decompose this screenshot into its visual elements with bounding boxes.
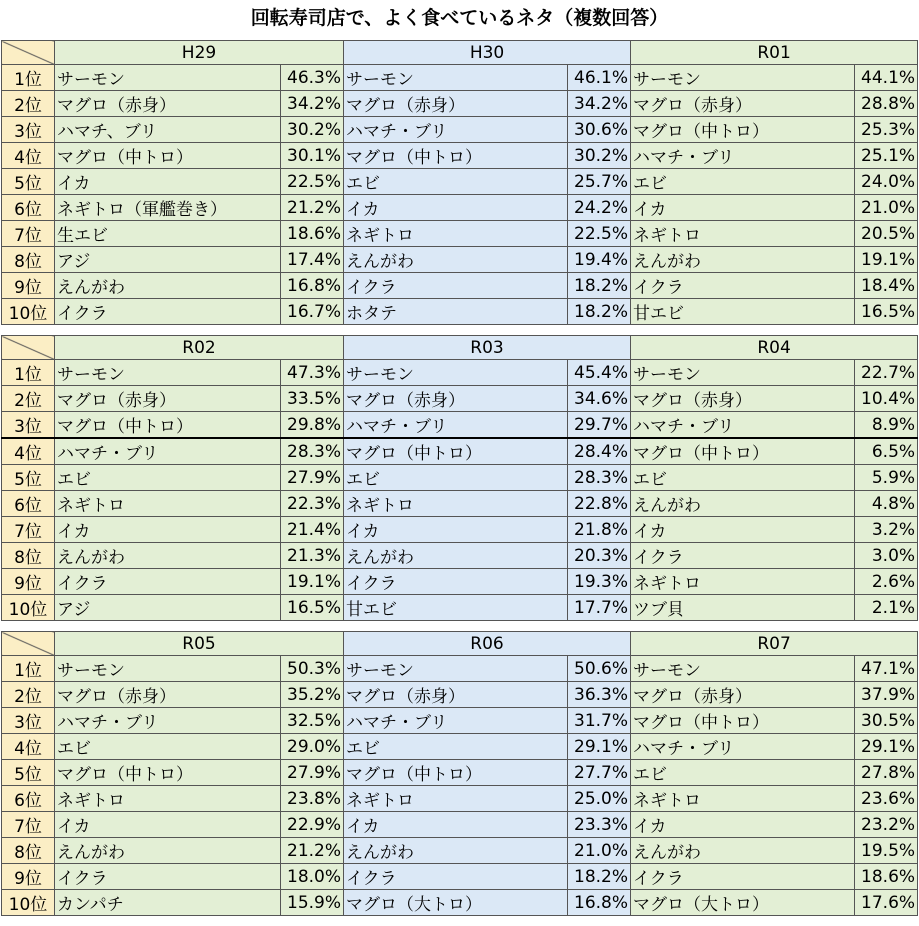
rank-cell: 10位 xyxy=(2,890,55,916)
item-percent: 18.0% xyxy=(281,864,344,890)
item-name: ツブ貝 xyxy=(631,595,855,621)
item-percent: 21.0% xyxy=(855,195,918,221)
item-percent: 27.9% xyxy=(281,465,344,491)
item-name: ネギトロ xyxy=(631,221,855,247)
item-percent: 17.6% xyxy=(855,890,918,916)
item-name: イクラ xyxy=(631,864,855,890)
item-percent: 25.0% xyxy=(568,786,631,812)
rank-cell: 3位 xyxy=(2,412,55,439)
item-percent: 23.2% xyxy=(855,812,918,838)
table-row xyxy=(2,65,918,91)
item-percent: 22.7% xyxy=(855,360,918,386)
rank-cell: 10位 xyxy=(2,299,55,325)
item-name: アジ xyxy=(55,247,281,273)
item-name: えんがわ xyxy=(55,838,281,864)
item-name: ネギトロ xyxy=(55,491,281,517)
item-percent: 34.2% xyxy=(568,91,631,117)
item-name: イカ xyxy=(344,195,568,221)
item-name: ネギトロ xyxy=(631,786,855,812)
item-percent: 18.6% xyxy=(855,864,918,890)
item-percent: 21.3% xyxy=(281,543,344,569)
year-header: R02 xyxy=(55,336,344,360)
rank-cell: 9位 xyxy=(2,569,55,595)
rank-cell: 7位 xyxy=(2,221,55,247)
item-name: マグロ（中トロ） xyxy=(55,760,281,786)
item-name: えんがわ xyxy=(631,838,855,864)
item-percent: 16.8% xyxy=(568,890,631,916)
item-name: サーモン xyxy=(631,65,855,91)
item-name: エビ xyxy=(55,465,281,491)
item-percent: 27.9% xyxy=(281,760,344,786)
item-name: マグロ（中トロ） xyxy=(55,412,281,439)
item-percent: 19.3% xyxy=(568,569,631,595)
item-percent: 18.2% xyxy=(568,864,631,890)
item-name: マグロ（中トロ） xyxy=(344,143,568,169)
item-name: えんがわ xyxy=(344,838,568,864)
table-row xyxy=(2,221,918,247)
rank-cell: 9位 xyxy=(2,864,55,890)
item-name: エビ xyxy=(344,465,568,491)
item-percent: 19.4% xyxy=(568,247,631,273)
item-name: イクラ xyxy=(55,299,281,325)
ranking-table xyxy=(1,335,918,621)
table-row xyxy=(2,595,918,621)
item-name: ハマチ・ブリ xyxy=(631,412,855,439)
item-name: マグロ（中トロ） xyxy=(344,760,568,786)
item-percent: 22.9% xyxy=(281,812,344,838)
page-title: 回転寿司店で、よく食べているネタ（複数回答） xyxy=(250,7,669,29)
item-percent: 10.4% xyxy=(855,386,918,412)
table-row xyxy=(2,299,918,325)
ranking-table xyxy=(1,631,918,916)
item-percent: 16.8% xyxy=(281,273,344,299)
item-name: マグロ（大トロ） xyxy=(631,890,855,916)
table-row xyxy=(2,247,918,273)
table-row xyxy=(2,864,918,890)
table-row xyxy=(2,465,918,491)
item-percent: 45.4% xyxy=(568,360,631,386)
item-name: ネギトロ xyxy=(344,491,568,517)
item-percent: 18.2% xyxy=(568,273,631,299)
rank-cell: 4位 xyxy=(2,143,55,169)
item-name: サーモン xyxy=(344,360,568,386)
item-name: マグロ（赤身） xyxy=(55,91,281,117)
item-name: えんがわ xyxy=(344,543,568,569)
item-percent: 22.3% xyxy=(281,491,344,517)
item-percent: 24.2% xyxy=(568,195,631,221)
item-name: エビ xyxy=(631,760,855,786)
item-name: マグロ（大トロ） xyxy=(344,890,568,916)
item-percent: 32.5% xyxy=(281,708,344,734)
rank-cell: 3位 xyxy=(2,708,55,734)
item-percent: 25.1% xyxy=(855,143,918,169)
item-percent: 30.6% xyxy=(568,117,631,143)
item-name: エビ xyxy=(344,169,568,195)
item-name: 甘エビ xyxy=(344,595,568,621)
item-percent: 24.0% xyxy=(855,169,918,195)
item-percent: 37.9% xyxy=(855,682,918,708)
item-name: 甘エビ xyxy=(631,299,855,325)
item-name: サーモン xyxy=(55,656,281,682)
item-percent: 22.8% xyxy=(568,491,631,517)
table-row xyxy=(2,91,918,117)
item-percent: 18.2% xyxy=(568,299,631,325)
rank-cell: 10位 xyxy=(2,595,55,621)
item-percent: 21.8% xyxy=(568,517,631,543)
rank-cell: 5位 xyxy=(2,169,55,195)
item-percent: 46.3% xyxy=(281,65,344,91)
item-percent: 23.8% xyxy=(281,786,344,812)
item-name: ネギトロ xyxy=(631,569,855,595)
table-row xyxy=(2,412,918,439)
item-percent: 21.2% xyxy=(281,195,344,221)
item-name: マグロ（赤身） xyxy=(631,386,855,412)
item-percent: 3.0% xyxy=(855,543,918,569)
item-percent: 35.2% xyxy=(281,682,344,708)
table-row xyxy=(2,569,918,595)
item-percent: 30.2% xyxy=(281,117,344,143)
item-percent: 19.1% xyxy=(281,569,344,595)
year-header: R07 xyxy=(631,632,918,656)
item-name: イクラ xyxy=(344,569,568,595)
rank-cell: 2位 xyxy=(2,91,55,117)
item-percent: 25.7% xyxy=(568,169,631,195)
year-header: H29 xyxy=(55,41,344,65)
item-name: マグロ（中トロ） xyxy=(631,117,855,143)
rank-cell: 9位 xyxy=(2,273,55,299)
item-percent: 8.9% xyxy=(855,412,918,439)
item-name: ネギトロ（軍艦巻き） xyxy=(55,195,281,221)
item-percent: 16.5% xyxy=(281,595,344,621)
year-header: R06 xyxy=(344,632,631,656)
item-percent: 3.2% xyxy=(855,517,918,543)
item-percent: 30.5% xyxy=(855,708,918,734)
item-percent: 15.9% xyxy=(281,890,344,916)
item-name: ハマチ・ブリ xyxy=(344,117,568,143)
item-percent: 16.7% xyxy=(281,299,344,325)
item-name: マグロ（赤身） xyxy=(55,386,281,412)
table-row xyxy=(2,360,918,386)
table-row xyxy=(2,438,918,465)
item-name: ネギトロ xyxy=(55,786,281,812)
rank-cell: 6位 xyxy=(2,786,55,812)
item-percent: 50.6% xyxy=(568,656,631,682)
table-row xyxy=(2,890,918,916)
item-name: エビ xyxy=(631,169,855,195)
item-name: えんがわ xyxy=(344,247,568,273)
item-percent: 5.9% xyxy=(855,465,918,491)
item-name: イカ xyxy=(55,169,281,195)
item-percent: 29.1% xyxy=(568,734,631,760)
rank-cell: 1位 xyxy=(2,656,55,682)
rank-cell: 8位 xyxy=(2,543,55,569)
item-percent: 27.7% xyxy=(568,760,631,786)
item-name: ハマチ・ブリ xyxy=(631,734,855,760)
table-row xyxy=(2,143,918,169)
item-name: えんがわ xyxy=(55,543,281,569)
item-percent: 21.0% xyxy=(568,838,631,864)
item-name: サーモン xyxy=(631,360,855,386)
item-name: イカ xyxy=(631,812,855,838)
rank-cell: 6位 xyxy=(2,491,55,517)
item-name: マグロ（赤身） xyxy=(631,682,855,708)
table-row xyxy=(2,812,918,838)
item-name: ハマチ・ブリ xyxy=(631,143,855,169)
item-percent: 28.3% xyxy=(568,465,631,491)
item-name: イクラ xyxy=(344,273,568,299)
item-percent: 31.7% xyxy=(568,708,631,734)
item-name: サーモン xyxy=(55,360,281,386)
item-name: マグロ（赤身） xyxy=(344,91,568,117)
table-row xyxy=(2,517,918,543)
item-name: ハマチ・ブリ xyxy=(55,708,281,734)
item-name: マグロ（赤身） xyxy=(344,386,568,412)
table-row xyxy=(2,838,918,864)
item-name: えんがわ xyxy=(631,491,855,517)
item-percent: 17.7% xyxy=(568,595,631,621)
table-row xyxy=(2,708,918,734)
item-name: サーモン xyxy=(631,656,855,682)
item-percent: 25.3% xyxy=(855,117,918,143)
item-percent: 50.3% xyxy=(281,656,344,682)
table-row xyxy=(2,656,918,682)
item-percent: 27.8% xyxy=(855,760,918,786)
table-row xyxy=(2,117,918,143)
item-percent: 2.6% xyxy=(855,569,918,595)
item-percent: 47.1% xyxy=(855,656,918,682)
item-name: カンパチ xyxy=(55,890,281,916)
item-name: えんがわ xyxy=(55,273,281,299)
item-name: マグロ（中トロ） xyxy=(344,438,568,465)
item-name: イクラ xyxy=(631,273,855,299)
corner-cell xyxy=(2,41,55,65)
item-name: 生エビ xyxy=(55,221,281,247)
table-row xyxy=(2,386,918,412)
table-row xyxy=(2,195,918,221)
item-percent: 21.2% xyxy=(281,838,344,864)
year-header: R05 xyxy=(55,632,344,656)
item-name: ハマチ・ブリ xyxy=(344,412,568,439)
item-percent: 20.5% xyxy=(855,221,918,247)
item-name: イクラ xyxy=(55,864,281,890)
item-name: イカ xyxy=(344,812,568,838)
table-row xyxy=(2,543,918,569)
item-percent: 34.6% xyxy=(568,386,631,412)
item-name: マグロ（赤身） xyxy=(631,91,855,117)
table-row xyxy=(2,682,918,708)
year-header: R01 xyxy=(631,41,918,65)
item-name: アジ xyxy=(55,595,281,621)
item-name: イカ xyxy=(631,195,855,221)
item-percent: 29.8% xyxy=(281,412,344,439)
ranking-table xyxy=(1,40,918,325)
item-percent: 17.4% xyxy=(281,247,344,273)
year-header: R04 xyxy=(631,336,918,360)
item-name: エビ xyxy=(344,734,568,760)
item-percent: 19.5% xyxy=(855,838,918,864)
item-percent: 28.8% xyxy=(855,91,918,117)
item-name: ハマチ・ブリ xyxy=(55,438,281,465)
corner-cell xyxy=(2,632,55,656)
ranking-tables xyxy=(1,40,917,926)
rank-cell: 2位 xyxy=(2,386,55,412)
rank-cell: 2位 xyxy=(2,682,55,708)
item-percent: 29.7% xyxy=(568,412,631,439)
item-percent: 6.5% xyxy=(855,438,918,465)
item-percent: 4.8% xyxy=(855,491,918,517)
item-name: イクラ xyxy=(55,569,281,595)
rank-cell: 1位 xyxy=(2,65,55,91)
rank-cell: 3位 xyxy=(2,117,55,143)
item-percent: 46.1% xyxy=(568,65,631,91)
item-name: イクラ xyxy=(344,864,568,890)
rank-cell: 5位 xyxy=(2,465,55,491)
item-percent: 36.3% xyxy=(568,682,631,708)
item-name: イカ xyxy=(631,517,855,543)
item-percent: 2.1% xyxy=(855,595,918,621)
item-name: マグロ（中トロ） xyxy=(55,143,281,169)
year-header: H30 xyxy=(344,41,631,65)
rank-cell: 4位 xyxy=(2,438,55,465)
item-percent: 47.3% xyxy=(281,360,344,386)
corner-cell xyxy=(2,336,55,360)
rank-cell: 5位 xyxy=(2,760,55,786)
item-percent: 22.5% xyxy=(281,169,344,195)
item-name: ハマチ・ブリ xyxy=(344,708,568,734)
item-percent: 34.2% xyxy=(281,91,344,117)
rank-cell: 4位 xyxy=(2,734,55,760)
item-name: ハマチ、ブリ xyxy=(55,117,281,143)
table-row xyxy=(2,734,918,760)
item-percent: 18.4% xyxy=(855,273,918,299)
rank-cell: 6位 xyxy=(2,195,55,221)
item-percent: 20.3% xyxy=(568,543,631,569)
rank-cell: 7位 xyxy=(2,812,55,838)
rank-cell: 7位 xyxy=(2,517,55,543)
item-percent: 23.3% xyxy=(568,812,631,838)
item-percent: 16.5% xyxy=(855,299,918,325)
table-row xyxy=(2,273,918,299)
year-header: R03 xyxy=(344,336,631,360)
item-name: ネギトロ xyxy=(344,221,568,247)
item-percent: 18.6% xyxy=(281,221,344,247)
table-row xyxy=(2,169,918,195)
rank-cell: 8位 xyxy=(2,247,55,273)
item-name: サーモン xyxy=(344,656,568,682)
table-row xyxy=(2,786,918,812)
item-name: イカ xyxy=(55,812,281,838)
item-percent: 22.5% xyxy=(568,221,631,247)
item-name: マグロ（赤身） xyxy=(55,682,281,708)
item-percent: 28.3% xyxy=(281,438,344,465)
item-percent: 29.1% xyxy=(855,734,918,760)
table-row xyxy=(2,491,918,517)
item-percent: 29.0% xyxy=(281,734,344,760)
table-row xyxy=(2,760,918,786)
item-percent: 30.1% xyxy=(281,143,344,169)
item-percent: 21.4% xyxy=(281,517,344,543)
item-name: エビ xyxy=(631,465,855,491)
item-name: イクラ xyxy=(631,543,855,569)
item-name: えんがわ xyxy=(631,247,855,273)
item-name: サーモン xyxy=(344,65,568,91)
item-name: マグロ（赤身） xyxy=(344,682,568,708)
rank-cell: 1位 xyxy=(2,360,55,386)
item-percent: 23.6% xyxy=(855,786,918,812)
rank-cell: 8位 xyxy=(2,838,55,864)
item-name: サーモン xyxy=(55,65,281,91)
item-percent: 44.1% xyxy=(855,65,918,91)
item-name: マグロ（中トロ） xyxy=(631,708,855,734)
item-name: エビ xyxy=(55,734,281,760)
item-percent: 28.4% xyxy=(568,438,631,465)
item-name: ネギトロ xyxy=(344,786,568,812)
item-percent: 33.5% xyxy=(281,386,344,412)
item-name: イカ xyxy=(344,517,568,543)
item-name: イカ xyxy=(55,517,281,543)
item-percent: 19.1% xyxy=(855,247,918,273)
item-percent: 30.2% xyxy=(568,143,631,169)
item-name: ホタテ xyxy=(344,299,568,325)
item-name: マグロ（中トロ） xyxy=(631,438,855,465)
